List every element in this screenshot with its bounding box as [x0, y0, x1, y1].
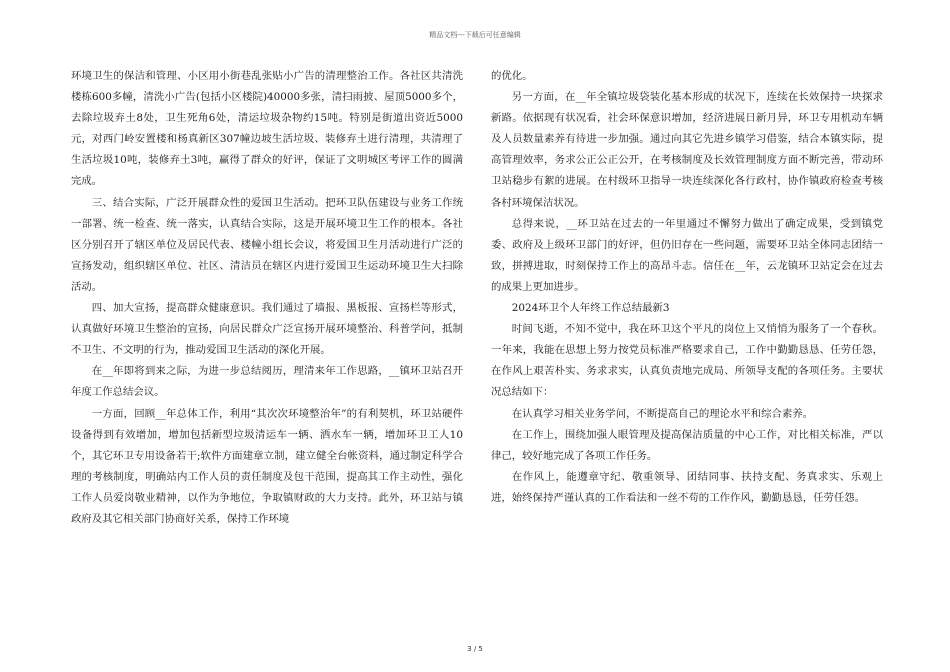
paragraph: 环境卫生的保洁和管理、小区用小街巷乱张贴小广告的清理整治工作。各社区共清洗楼栋600多幢，清洗小广告(包括小区楼院)40000多张，清扫雨披、屋顶5000多个，去除垃圾弃土8处，卫生死角6处，清运垃圾杂物约15吨。特别是街道出资近5000元，对西门岭安置楼和杨真新区307幢边坡生活垃圾、装修弃土进行清理，共清理了生活垃圾10吨，装修弃土3吨，赢得了群众的好评，保证了文明城区考评工作的圆满完成。 — [71, 70, 463, 188]
paragraph: 一方面，回顾__年总体工作，利用“其次次环境整治年”的有利契机，环卫站硬件设备得到有效增加，增加包括新型垃圾清运车一辆、洒水车一辆，增加环卫工人10个，其它环卫专用设备若干;软件方面建章立制，建立健全台帐资料，通过制定科学合理的考核制度，明确站内工作人员的责任制度及包干范围，提高其工作主动性，强化工作人员爱岗敬业精神，以作为争地位，争取镇财政的大力支持。此外，环卫站与镇政府及其它相关部门协商好关系，保持工作环境 — [71, 407, 463, 525]
section-heading: 2024环卫个人年终工作总结最新3 — [511, 302, 670, 315]
paragraph: 的优化。 — [491, 70, 533, 82]
paragraph: 在认真学习相关业务学问，不断提高自己的理论水平和综合素养。 — [511, 407, 814, 420]
left-column — [71, 66, 463, 530]
paragraph: 在__年即将到来之际，为进一步总结阅历，理清来年工作思路，__镇环卫站召开年度工作总结会议。 — [71, 365, 463, 399]
paragraph: 在作风上，能遵章守纪、敬重领导、团结同事、扶持支配、务真求实、乐观上进，始终保持严谨认真的工作看法和一丝不苟的工作作风，勤勤恳恳，任劳任怨。 — [491, 470, 883, 504]
paragraph: 总得来说，__环卫站在过去的一年里通过不懈努力做出了确定成果，受到镇党委、政府及上级环卫部门的好评，但仍旧存在一些问题，需要环卫站全体同志团结一致，拼搏进取，时刻保持工作上的高昂斗志。信任在__年，云龙镇环卫站定会在过去的成果上更加进步。 — [491, 217, 883, 293]
paragraph: 三、结合实际，广泛开展群众性的爱国卫生活动。把环卫队伍建设与业务工作统一部署、统一检查、统一落实，认真结合实际，这是开展环境卫生工作的根本。各社区分别召开了辖区单位及居民代表、楼幢小组长会议，将爱国卫生月活动进行广泛的宣扬发动，组织辖区单位、社区、清洁员在辖区内进行爱国卫生运动环境卫生大扫除活动。 — [71, 196, 463, 293]
page-header: 精品文档---下载后可任意编辑 — [429, 31, 521, 39]
right-column — [491, 66, 883, 509]
paragraph: 在工作上，围绕加强人眼管理及提高保洁质量的中心工作，对比相关标准，严以律己，较好地完成了各项工作任务。 — [491, 428, 883, 462]
paragraph: 四、加大宣扬，提高群众健康意识。我们通过了墙报、黑板报、宣扬栏等形式，认真做好环境卫生整治的宣扬，向居民群众广泛宣扬开展环境整治、科普学问，抵制不卫生、不文明的行为，推动爱国卫生活动的深化开展。 — [71, 302, 463, 357]
paragraph: 时间飞逝，不知不觉中，我在环卫这个平凡的岗位上又悄悄为服务了一个春秋。一年来，我能在思想上努力按党员标准严格要求自己，工作中勤勤恳恳、任劳任怨，在作风上艰苦朴实、务求求实，认真负责地完成局、所领导支配的各项任务。主要状况总结如下： — [491, 323, 883, 399]
page-number: 3 / 5 — [467, 645, 483, 653]
paragraph: 另一方面，在__年全镇垃圾袋装化基本形成的状况下，连续在长效保持一块探求新路。依据现有状况看，社会环保意识增加，经济进展日新月异，环卫专用机动车辆及人员数量素养有待进一步加强。通过向其它先进乡镇学习借鉴，结合本镇实际，提高管理效率，务求公正公正公开，在考核制度及长效管理制度方面不断完善，带动环卫站稳步有絮的进展。在村级环卫指导一块连续深化各行政村，协作镇政府检查考核各村环境保洁状况。 — [491, 91, 883, 209]
